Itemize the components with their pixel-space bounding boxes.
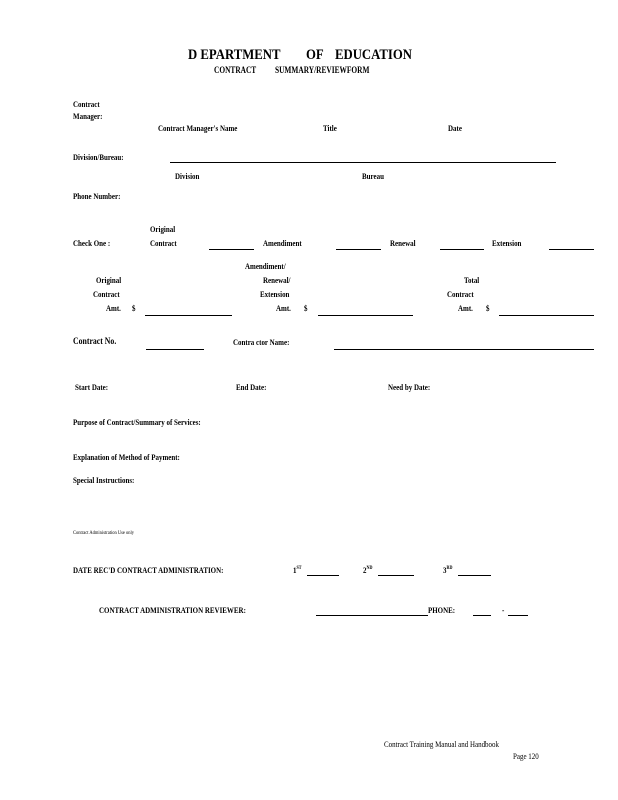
division-caption: Division (175, 171, 200, 181)
phone-number-label: Phone Number: (73, 191, 121, 201)
reviewer-phone-area-line[interactable] (473, 615, 491, 616)
subtitle-contract: CONTRACT (214, 65, 257, 75)
first-review-field-line[interactable] (307, 575, 339, 576)
total-amt-line1: Total (464, 275, 480, 285)
title-of: OF (306, 47, 324, 63)
title-department: D EPARTMENT (188, 47, 281, 63)
division-bureau-line[interactable] (170, 162, 556, 163)
date-recd-label: DATE REC'D CONTRACT ADMINISTRATION: (73, 565, 224, 575)
extension-label: Extension (492, 238, 522, 248)
check-one-label: Check One : (73, 238, 111, 248)
third-review-label: 3RD (443, 565, 453, 575)
subtitle-summary-reviewform: SUMMARY/REVIEWFORM (275, 65, 370, 75)
total-amt-line3: Amt. (458, 303, 473, 313)
reviewer-label: CONTRACT ADMINISTRATION REVIEWER: (99, 605, 246, 615)
reviewer-phone-dash: - (502, 605, 505, 615)
manager-label-line2: Manager: (73, 111, 103, 121)
original-amt-dollar: $ (132, 303, 136, 313)
amend-amt-line3: Extension (260, 289, 290, 299)
footer-manual-title: Contract Training Manual and Handbook (384, 739, 499, 749)
reviewer-phone-number-line[interactable] (508, 615, 528, 616)
contract-no-field-line[interactable] (146, 349, 204, 350)
original-amt-field-line[interactable] (145, 315, 232, 316)
total-amt-line2: Contract (447, 289, 474, 299)
extension-checkbox-line[interactable] (549, 249, 594, 250)
reviewer-field-line[interactable] (316, 615, 428, 616)
manager-date-caption: Date (448, 123, 462, 133)
amend-amt-line2: Renewal/ (263, 275, 291, 285)
manager-name-caption: Contract Manager's Name (158, 123, 238, 133)
bureau-caption: Bureau (362, 171, 384, 181)
original-contract-label-line2: Contract (150, 238, 177, 248)
original-amt-line3: Amt. (106, 303, 121, 313)
need-by-date-label: Need by Date: (388, 382, 431, 392)
manager-title-caption: Title (323, 123, 337, 133)
second-review-label: 2ND (363, 565, 373, 575)
amend-amt-line1: Amendiment/ (245, 261, 286, 271)
contract-no-label: Contract No. (73, 337, 117, 347)
manager-label-line1: Contract (73, 99, 100, 109)
amend-amt-dollar: $ (304, 303, 308, 313)
first-review-label: 1ST (293, 565, 302, 575)
contractor-name-field-line[interactable] (334, 349, 594, 350)
admin-use-only-label: Contract Administration Use only (73, 530, 135, 536)
original-contract-checkbox-line[interactable] (209, 249, 254, 250)
original-contract-label-line1: Original (150, 224, 176, 234)
original-amt-line2: Contract (93, 289, 120, 299)
division-bureau-label: Division/Bureau: (73, 152, 124, 162)
second-review-field-line[interactable] (378, 575, 414, 576)
amend-amt-line4: Amt. (276, 303, 291, 313)
start-date-label: Start Date: (75, 382, 109, 392)
renewal-checkbox-line[interactable] (440, 249, 484, 250)
reviewer-phone-label: PHONE: (428, 605, 456, 615)
end-date-label: End Date: (236, 382, 267, 392)
purpose-label: Purpose of Contract/Summary of Services: (73, 417, 201, 427)
payment-method-label: Explanation of Method of Payment: (73, 452, 180, 462)
total-amt-dollar: $ (486, 303, 490, 313)
amend-amt-field-line[interactable] (318, 315, 413, 316)
special-instructions-label: Special Instructions: (73, 475, 135, 485)
contractor-name-label: Contra ctor Name: (233, 337, 290, 347)
title-education: EDUCATION (335, 47, 412, 63)
amendment-checkbox-line[interactable] (336, 249, 381, 250)
renewal-label: Renewal (390, 238, 416, 248)
footer-page-number: Page 120 (513, 751, 539, 761)
amendment-label: Amendiment (263, 238, 302, 248)
third-review-field-line[interactable] (458, 575, 491, 576)
total-amt-field-line[interactable] (499, 315, 594, 316)
original-amt-line1: Original (96, 275, 122, 285)
